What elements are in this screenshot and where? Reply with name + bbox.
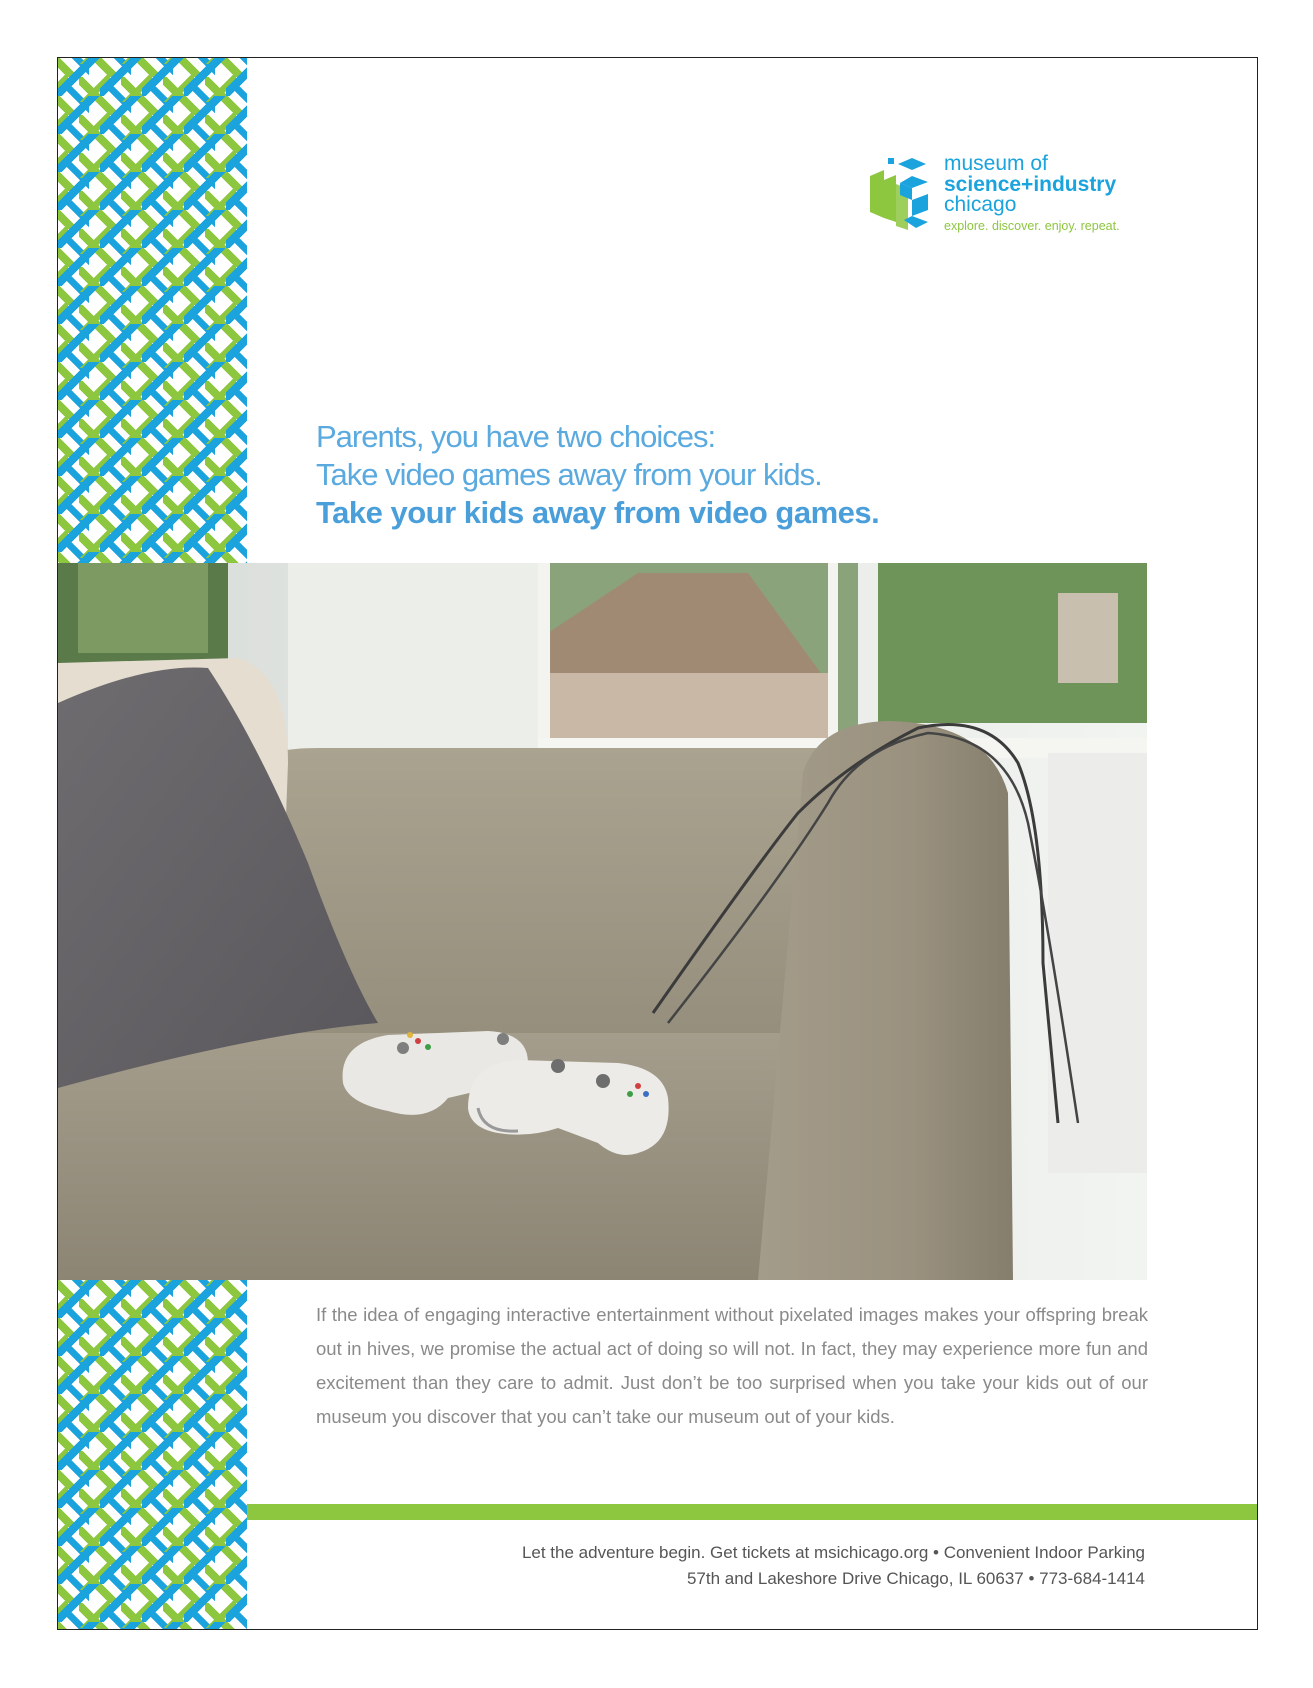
- msi-pattern-strip-bottom: [58, 1280, 247, 1630]
- logo-tagline: explore. discover. enjoy. repeat.: [944, 219, 1120, 233]
- msi-pattern-strip-top: [58, 58, 247, 563]
- couch-photo: [58, 563, 1147, 1280]
- game-controllers-on-couch-image: [58, 563, 1147, 1280]
- headline-line2: Take video games away from your kids.: [316, 457, 822, 492]
- headline-line3: Take your kids away from video games.: [316, 495, 880, 530]
- logo-name-line1: museum of: [944, 152, 1048, 175]
- footer-line1: Let the adventure begin. Get tickets at msichicago.org • Convenient Indoor Parking: [521, 1543, 1145, 1562]
- logo-name-line3: chicago: [944, 193, 1017, 216]
- green-divider-bar: [247, 1504, 1258, 1520]
- headline-line1: Parents, you have two choices:: [316, 419, 716, 454]
- logo-name-line2: science+industry: [944, 173, 1117, 196]
- footer-line2: 57th and Lakeshore Drive Chicago, IL 60637 • 773-684-1414: [686, 1569, 1145, 1588]
- ad-page: [57, 57, 1258, 1630]
- headline: [316, 418, 1176, 532]
- museum-logo: [864, 154, 1120, 236]
- body-copy: If the idea of engaging interactive entertainment without pixelated images makes your offspring break out in hives, we promise the actual act of doing so will not. In fact, they may experience more fun and excitement than they care to admit. Just don’t be too surprised when you take your kids out of our museum you discover that you can’t take our museum out of your kids.: [316, 1304, 1148, 1427]
- msi-cube-logo-icon: [864, 156, 934, 236]
- footer: [522, 1540, 1145, 1592]
